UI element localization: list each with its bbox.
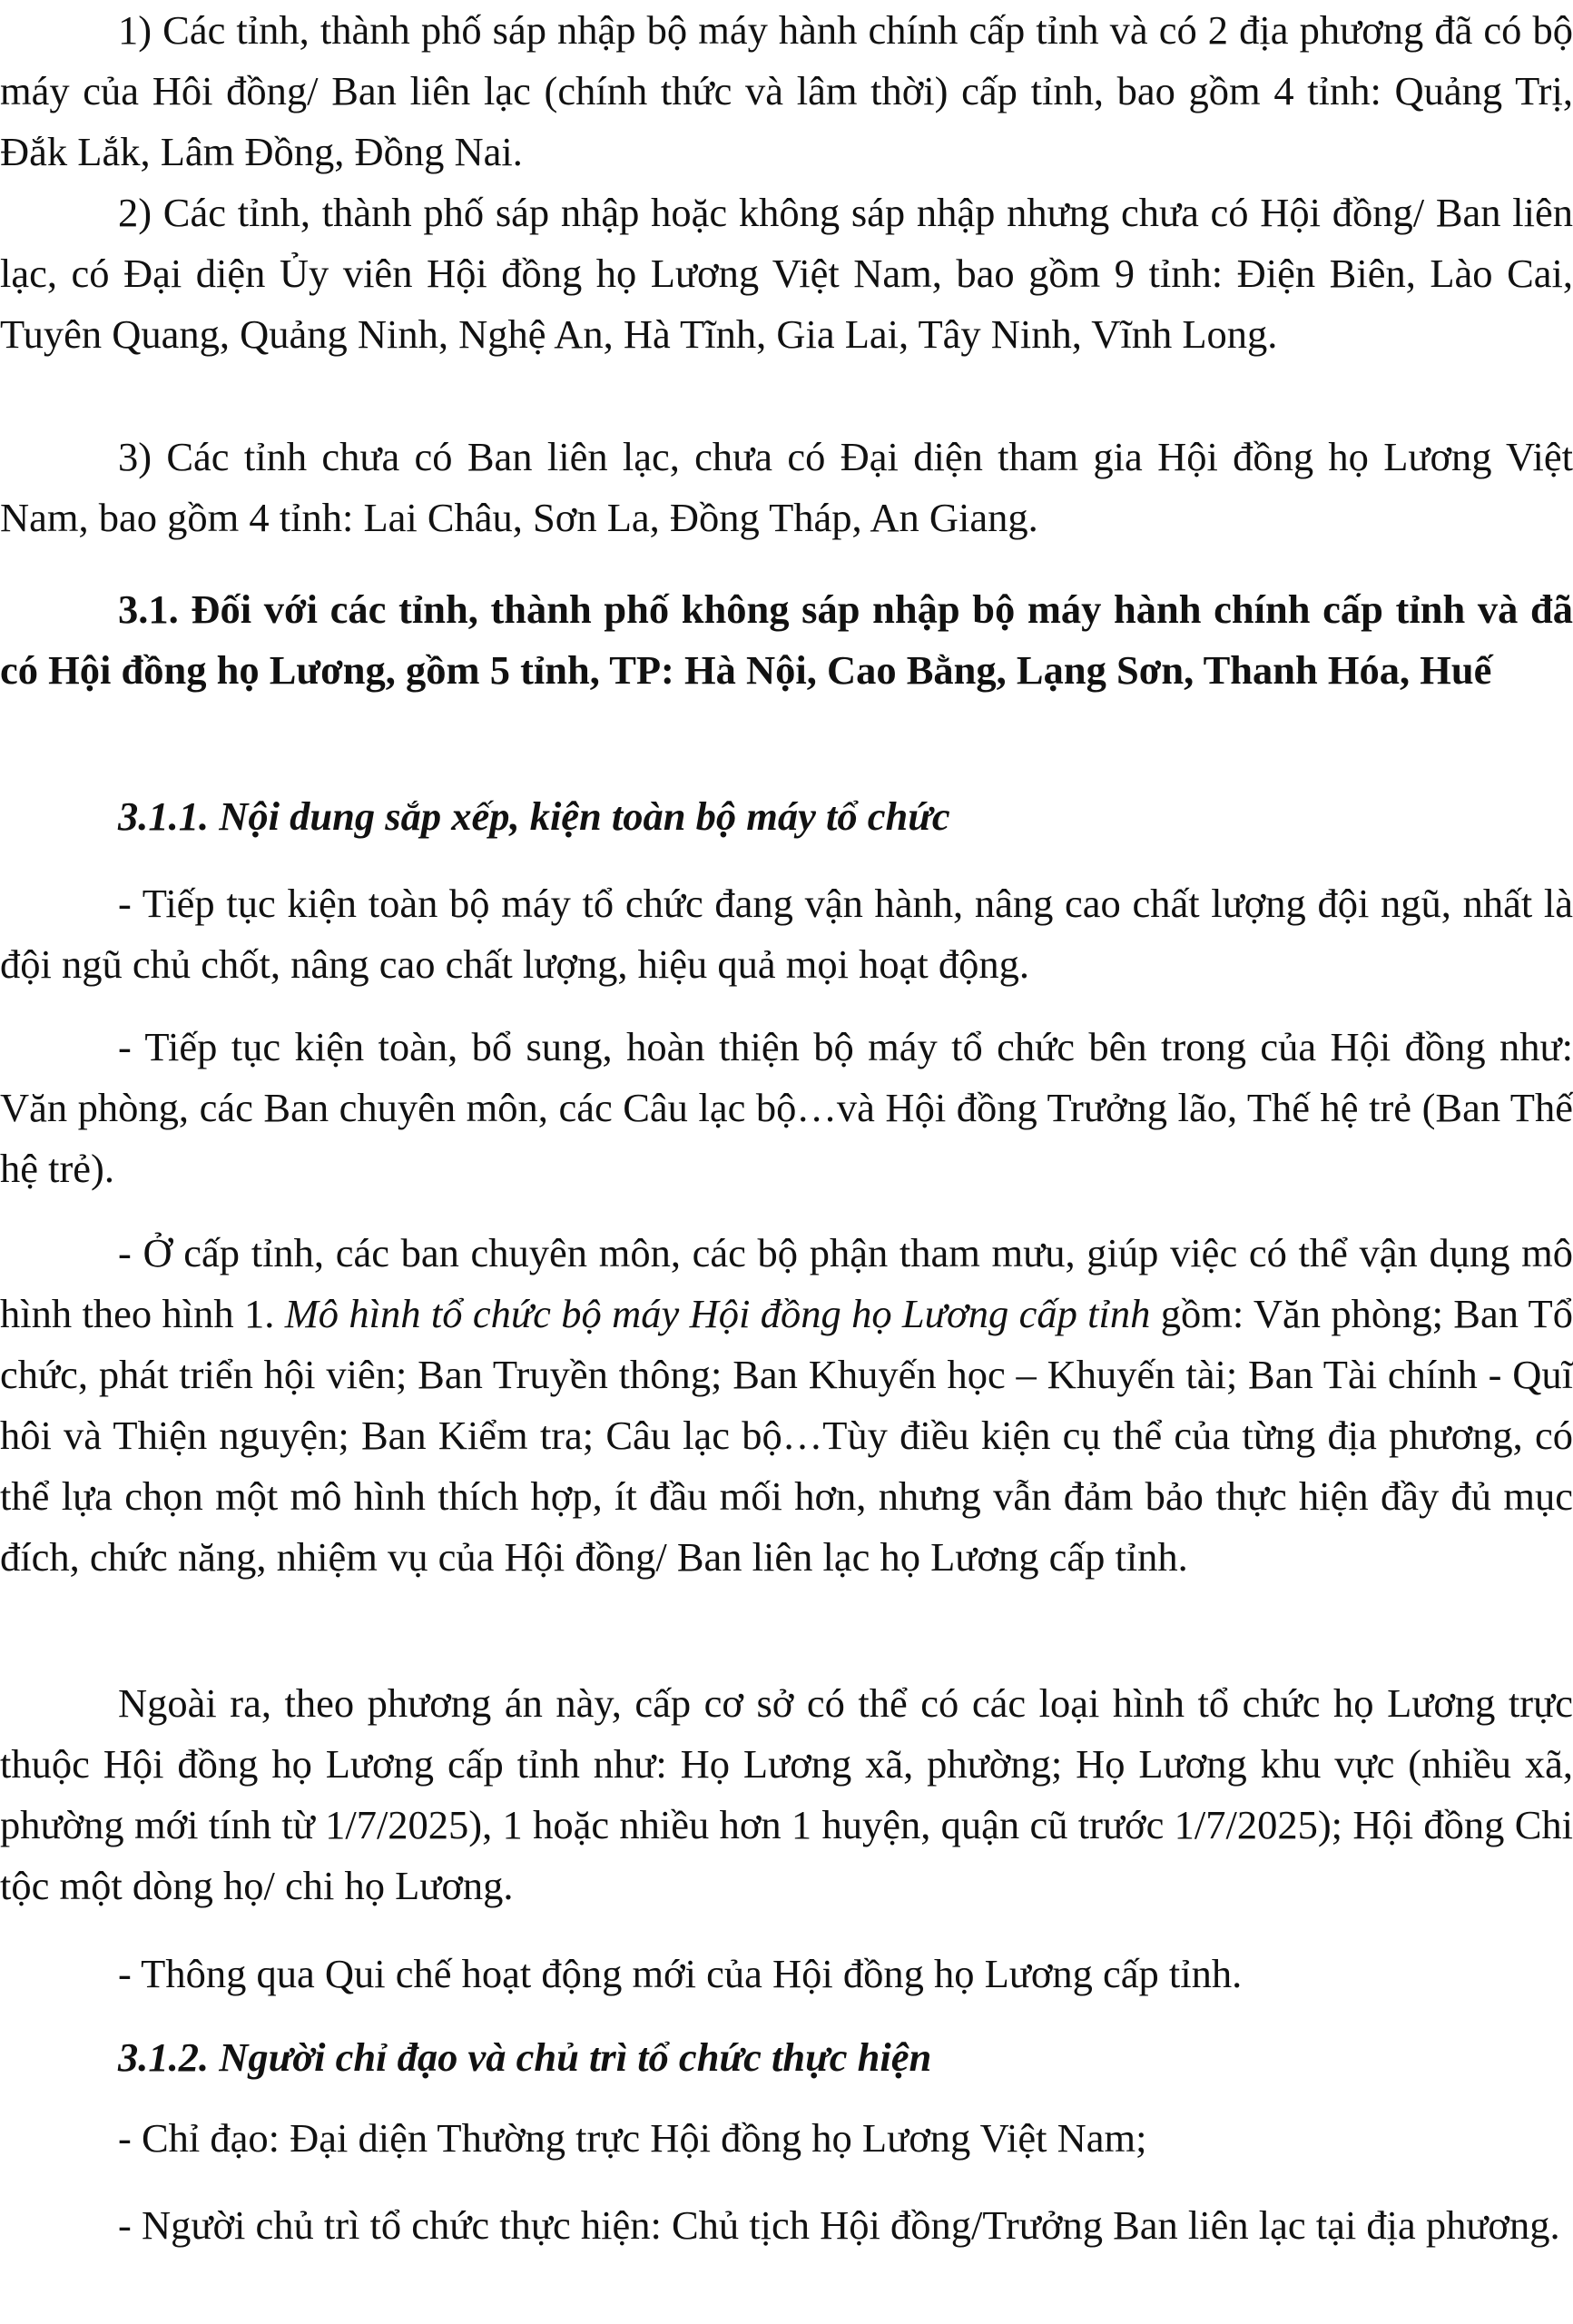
paragraph-regulations: - Thông qua Qui chế hoạt động mới của Hội đồng họ Lương cấp tỉnh. [118,1951,1243,1996]
model-text-start: - Ở cấp tỉnh, các ban chuyên môn, các bộ phận tham mưu, giúp việc có thể vận dụng mô hình theo hình 1. [0,1230,1573,1336]
model-figure-caption: Mô hình tổ chức bộ máy Hội đồng họ Lương cấp tỉnh [284,1291,1151,1336]
paragraph-internal-organization: - Tiếp tục kiện toàn, bổ sung, hoàn thiện bộ máy tổ chức bên trong của Hội đồng như: Văn phòng, các Ban chuyên môn, các Câu lạc bộ…và Hội đồng Trưởng lão, Thế hệ trẻ (Ban Thế hệ trẻ). [0,1024,1573,1191]
paragraph-strengthen-apparatus: - Tiếp tục kiện toàn bộ máy tổ chức đang vận hành, nâng cao chất lượng đội ngũ, nhất là đội ngũ chủ chốt, nâng cao chất lượng, hiệu quả mọi hoạt động. [0,881,1573,987]
subsection-heading-3-1-1: 3.1.1. Nội dung sắp xếp, kiện toàn bộ máy tổ chức [118,793,950,839]
paragraph-provincial-model [0,1223,1573,1588]
subsection-heading-3-1-2: 3.1.2. Người chỉ đạo và chủ trì tổ chức thực hiện [118,2034,932,2080]
paragraph-item-2: 2) Các tỉnh, thành phố sáp nhập hoặc không sáp nhập nhưng chưa có Hội đồng/ Ban liên lạc, có Đại diện Ủy viên Hội đồng họ Lương Việt Nam, bao gồm 9 tỉnh: Điện Biên, Lào Cai, Tuyên Quang, Quảng Ninh, Nghệ An, Hà Tĩnh, Gia Lai, Tây Ninh, Vĩnh Long. [0,190,1573,357]
paragraph-direction: - Chỉ đạo: Đại diện Thường trực Hội đồng họ Lương Việt Nam; [118,2115,1147,2161]
section-heading-3-1: 3.1. Đối với các tỉnh, thành phố không sáp nhập bộ máy hành chính cấp tỉnh và đã có Hội đồng họ Lương, gồm 5 tỉnh, TP: Hà Nội, Cao Bằng, Lạng Sơn, Thanh Hóa, Huế [0,586,1573,693]
paragraph-grassroots-level: Ngoài ra, theo phương án này, cấp cơ sở có thể có các loại hình tổ chức họ Lương trực thuộc Hội đồng họ Lương cấp tỉnh như: Họ Lương xã, phường; Họ Lương khu vực (nhiều xã, phường mới tính từ 1/7/2025), 1 hoặc nhiều hơn 1 huyện, quận cũ trước 1/7/2025); Hội đồng Chi tộc một dòng họ/ chi họ Lương. [0,1680,1573,1908]
paragraph-item-1: 1) Các tỉnh, thành phố sáp nhập bộ máy hành chính cấp tỉnh và có 2 địa phương đã có bộ máy của Hôi đồng/ Ban liên lạc (chính thức và lâm thời) cấp tỉnh, bao gồm 4 tỉnh: Quảng Trị, Đắk Lắk, Lâm Đồng, Đồng Nai. [0,7,1573,174]
paragraph-chairperson: - Người chủ trì tổ chức thực hiện: Chủ tịch Hội đồng/Trưởng Ban liên lạc tại địa phương. [118,2202,1560,2248]
model-text-end: gồm: Văn phòng; Ban Tổ chức, phát triển hội viên; Ban Truyền thông; Ban Khuyến học – Khuyến tài; Ban Tài chính - Quĩ hôi và Thiện nguyện; Ban Kiểm tra; Câu lạc bộ…Tùy điều kiện cụ thể của từng địa phương, có thể lựa chọn một mô hình thích hợp, ít đầu mối hơn, nhưng vẫn đảm bảo thực hiện đầy đủ mục đích, chức năng, nhiệm vụ của Hội đồng/ Ban liên lạc họ Lương cấp tỉnh. [0,1291,1573,1580]
paragraph-item-3: 3) Các tỉnh chưa có Ban liên lạc, chưa có Đại diện tham gia Hội đồng họ Lương Việt Nam, bao gồm 4 tỉnh: Lai Châu, Sơn La, Đồng Tháp, An Giang. [0,434,1573,540]
